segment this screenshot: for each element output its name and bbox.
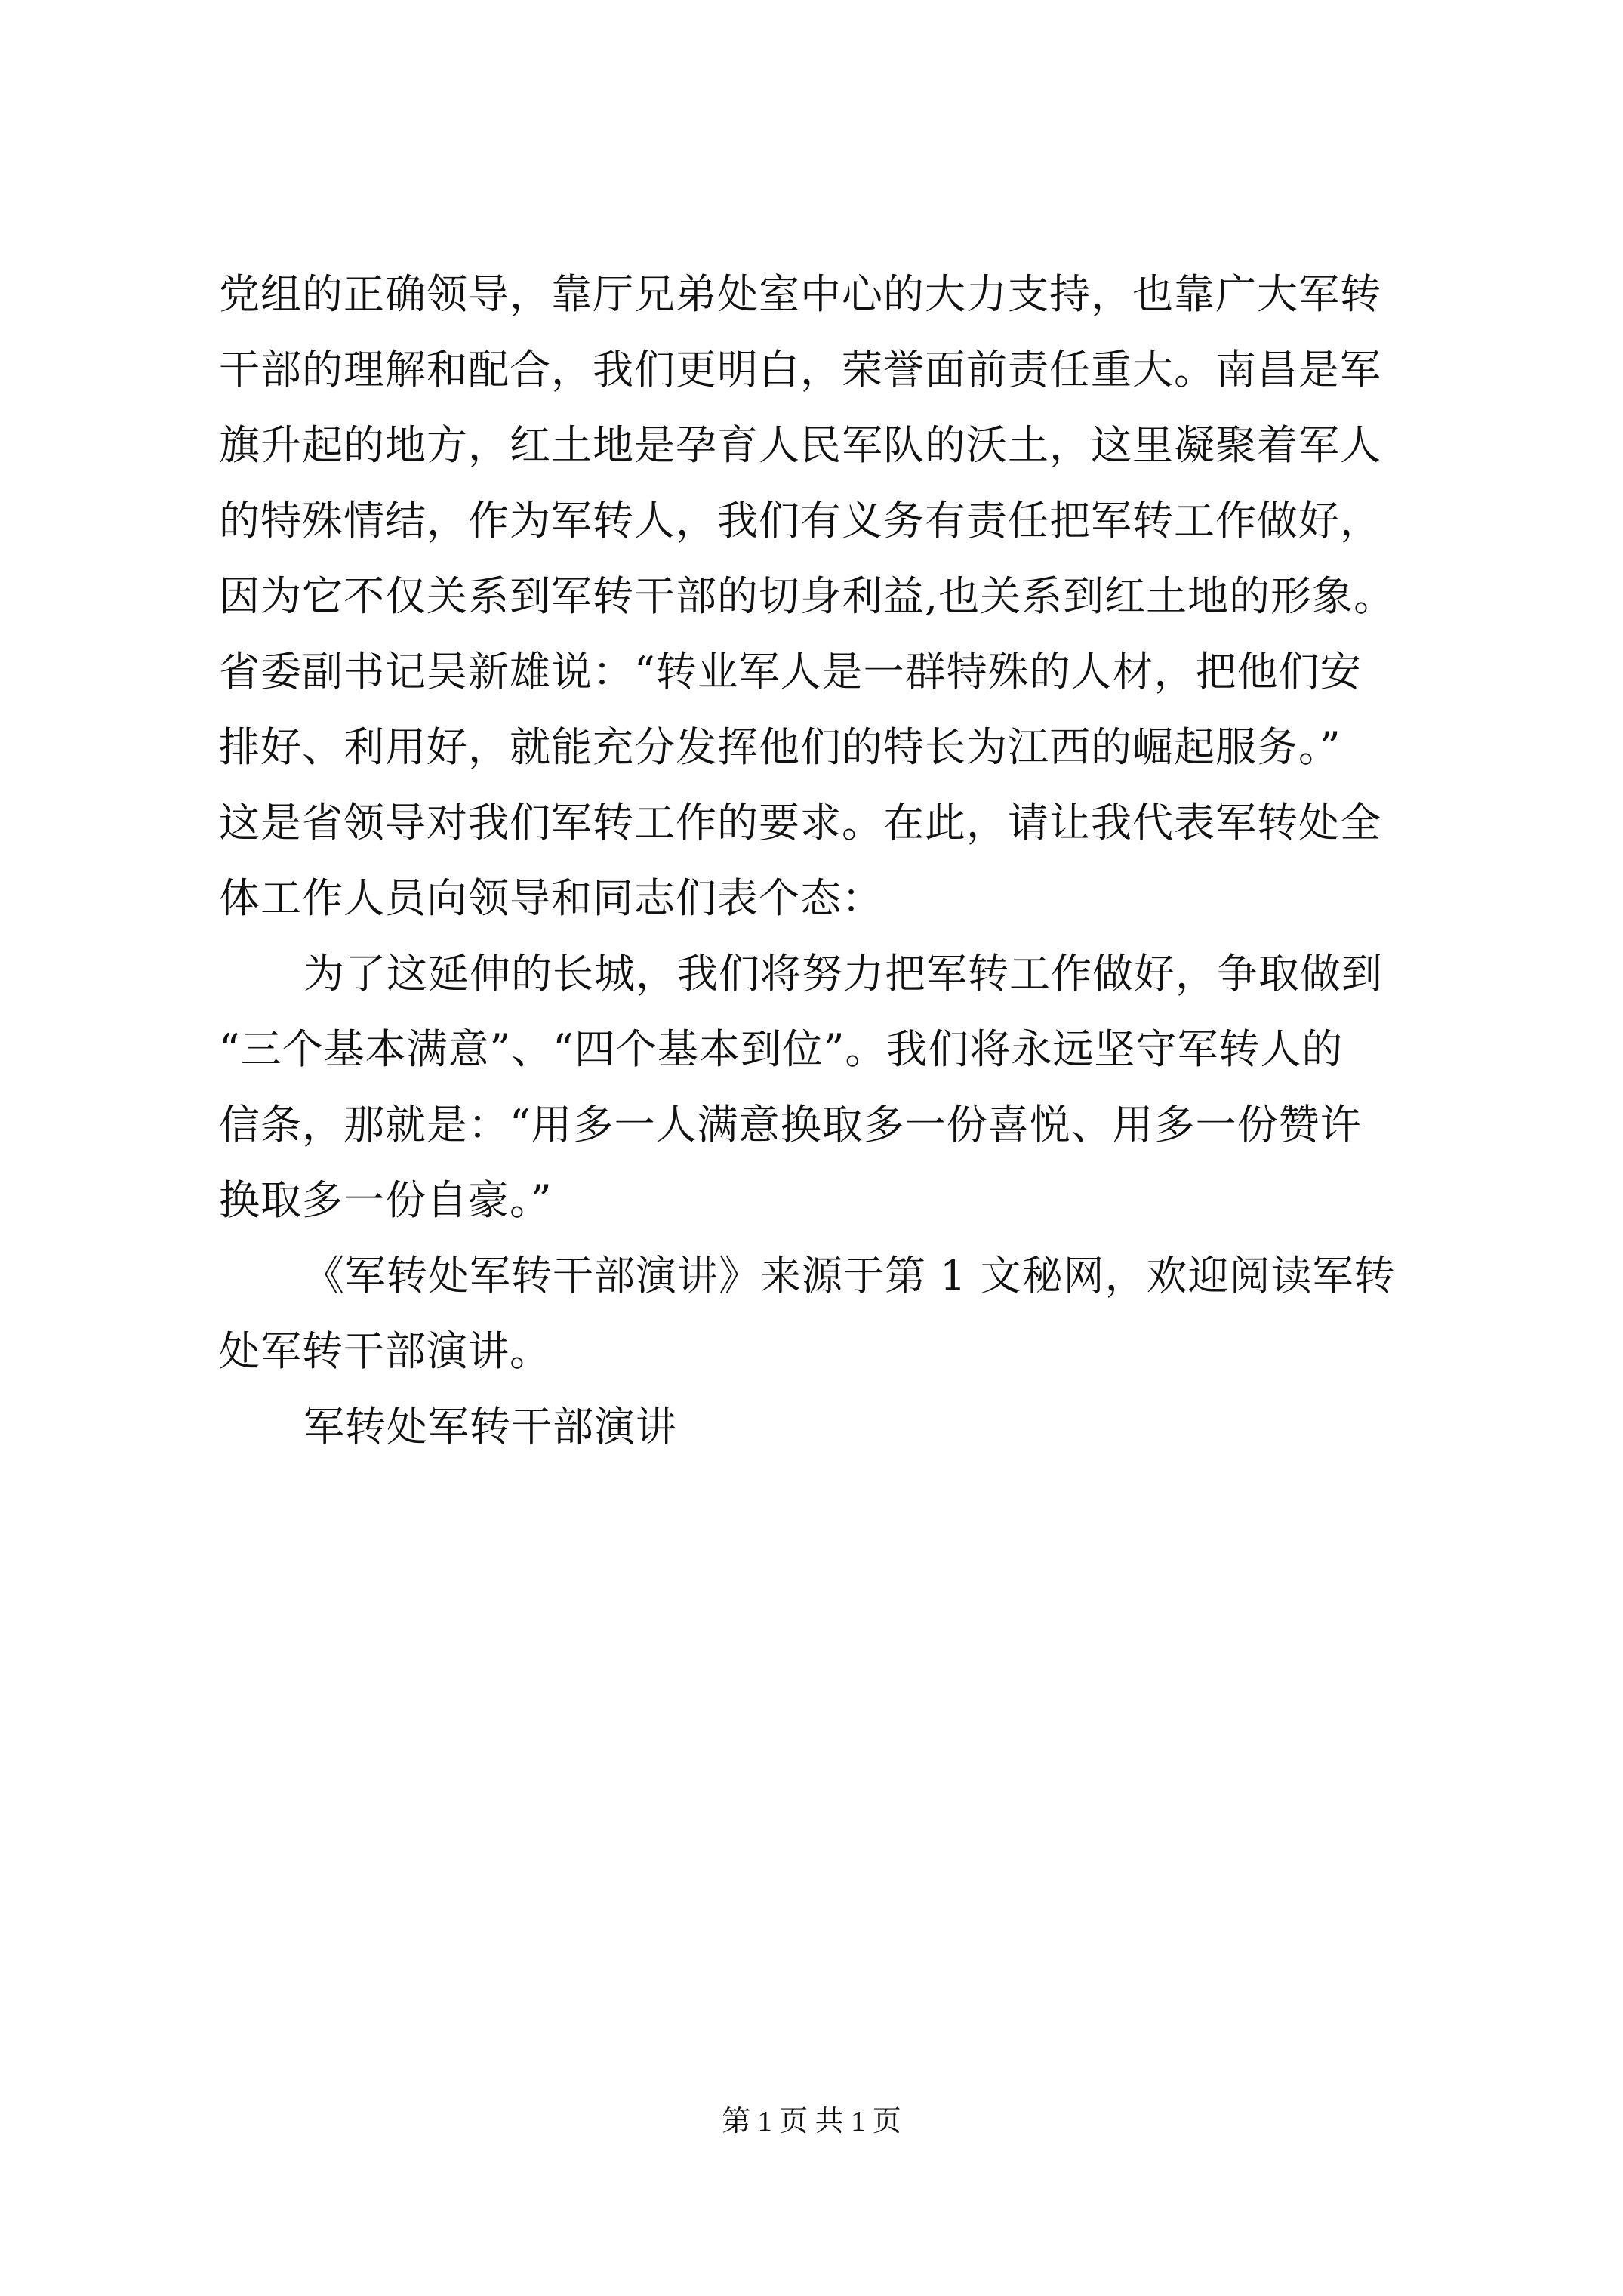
paragraph-first-line: 《军转处军转干部演讲》来源于第 1 文秘网，欢迎阅读军转	[303, 1252, 1396, 1299]
text-line: 因为它不仅关系到军转干部的切身利益,也关系到红土地的形象。	[219, 572, 1396, 620]
text-line: “三个基本满意”、“四个基本到位”。我们将永远坚守军转人的	[219, 1025, 1344, 1073]
text-line: 旗升起的地方，红土地是孕育人民军队的沃土，这里凝聚着军人	[219, 421, 1381, 469]
page-footer: 第 1 页 共 1 页	[722, 2106, 901, 2137]
text-line: 体工作人员向领导和同志们表个态：	[219, 874, 883, 922]
text-line: 省委副书记吴新雄说：“转业军人是一群特殊的人材，把他们安	[219, 648, 1362, 695]
text-line: 这是省领导对我们军转工作的要求。在此，请让我代表军转处全	[219, 799, 1381, 846]
text-line: 信条，那就是：“用多一人满意换取多一份喜悦、用多一份赞许	[219, 1101, 1362, 1148]
body-text	[219, 257, 1427, 1465]
text-line: 排好、利用好，就能充分发挥他们的特长为江西的崛起服务。”	[219, 723, 1341, 771]
text-line: 处军转干部演讲。	[219, 1327, 551, 1375]
paragraph-first-line: 为了这延伸的长城，我们将努力把军转工作做好，争取做到	[303, 950, 1383, 997]
text-line: 换取多一份自豪。”	[219, 1176, 553, 1224]
text-line: 干部的理解和配合，我们更明白，荣誉面前责任重大。南昌是军	[219, 346, 1381, 393]
text-line: 的特殊情结，作为军转人，我们有义务有责任把军转工作做好，	[219, 497, 1381, 544]
text-line: 党组的正确领导，靠厅兄弟处室中心的大力支持，也靠广大军转	[219, 270, 1381, 318]
closing-title: 军转处军转干部演讲	[303, 1403, 677, 1450]
